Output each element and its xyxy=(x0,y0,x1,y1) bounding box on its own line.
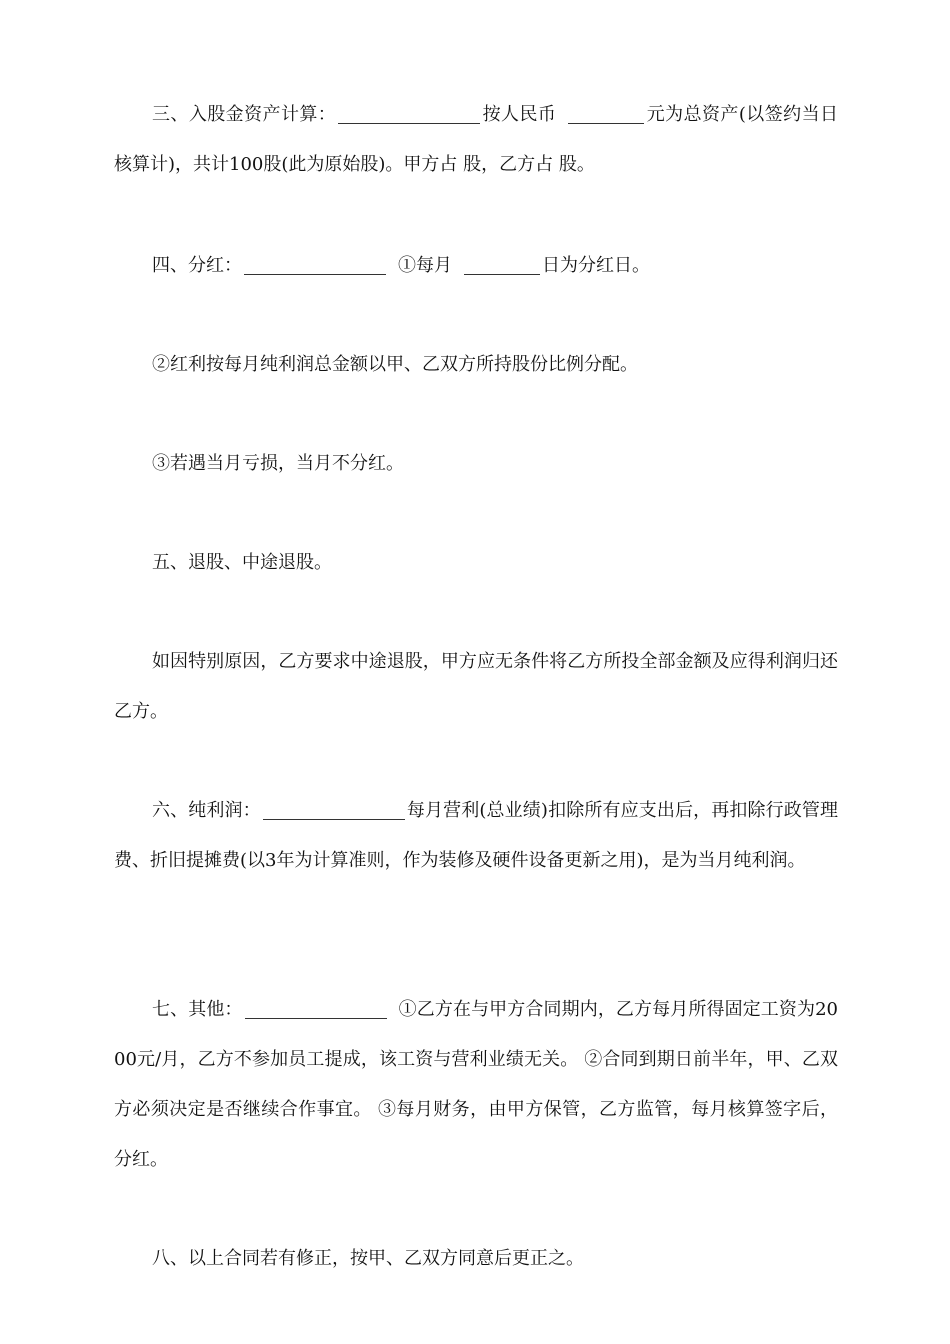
clause-5-heading: 五、退股、中途退股。 xyxy=(152,552,332,573)
clause-4-heading: 四、分红： xyxy=(152,255,242,276)
clause-4-item-1-text: ①每月 xyxy=(398,255,452,276)
total-asset-amount-blank xyxy=(568,105,644,124)
clause-7-body: ①乙方在与甲方合同期内，乙方每月所得固定工资为2000元/月，乙方不参加员工提成，该工资与营利业绩无关。 ②合同到期日前半年，甲、乙双方必须决定是否继续合作事宜。 ③每月财务，由甲方保管，乙方监管，每月核算签字后，分红。 xyxy=(114,999,839,1170)
dividend-blank xyxy=(244,256,386,275)
clause-4-item-2: ②红利按每月纯利润总金额以甲、乙双方所持股份比例分配。 xyxy=(152,354,638,375)
clause-5-body: 如因特别原因，乙方要求中途退股，甲方应无条件将乙方所投全部金额及应得利润归还乙方。 xyxy=(114,651,838,722)
clause-7-paragraph xyxy=(114,985,838,1185)
clause-4-item-3: ③若遇当月亏损，当月不分红。 xyxy=(152,453,404,474)
dividend-day-blank xyxy=(464,256,540,275)
clause-3-body: 元为总资产(以签约当日核算计)，共计100股(此为原始股)。甲方占 股，乙方占 股。 xyxy=(114,104,838,175)
clause-3-paragraph xyxy=(114,90,838,190)
clause-4-item-1-tail: 日为分红日。 xyxy=(542,255,650,276)
asset-calc-blank xyxy=(338,105,480,124)
clause-3-currency-text: 按人民币 xyxy=(482,104,557,125)
clause-7-heading: 七、其他： xyxy=(152,999,243,1020)
clause-8-paragraph: 八、以上合同若有修正，按甲、乙双方同意后更正之。 xyxy=(152,1248,584,1269)
other-terms-blank xyxy=(245,1000,387,1019)
clause-3-heading: 三、入股金资产计算： xyxy=(152,104,337,125)
clause-4-paragraph xyxy=(114,241,838,291)
clause-6-heading: 六、纯利润： xyxy=(152,800,261,821)
clause-6-paragraph xyxy=(114,786,838,886)
clause-6-body: 每月营利(总业绩)扣除所有应支出后，再扣除行政管理费、折旧提摊费(以3年为计算准则，作为装修及硬件设备更新之用)，是为当月纯利润。 xyxy=(114,800,838,871)
net-profit-blank xyxy=(263,801,405,820)
